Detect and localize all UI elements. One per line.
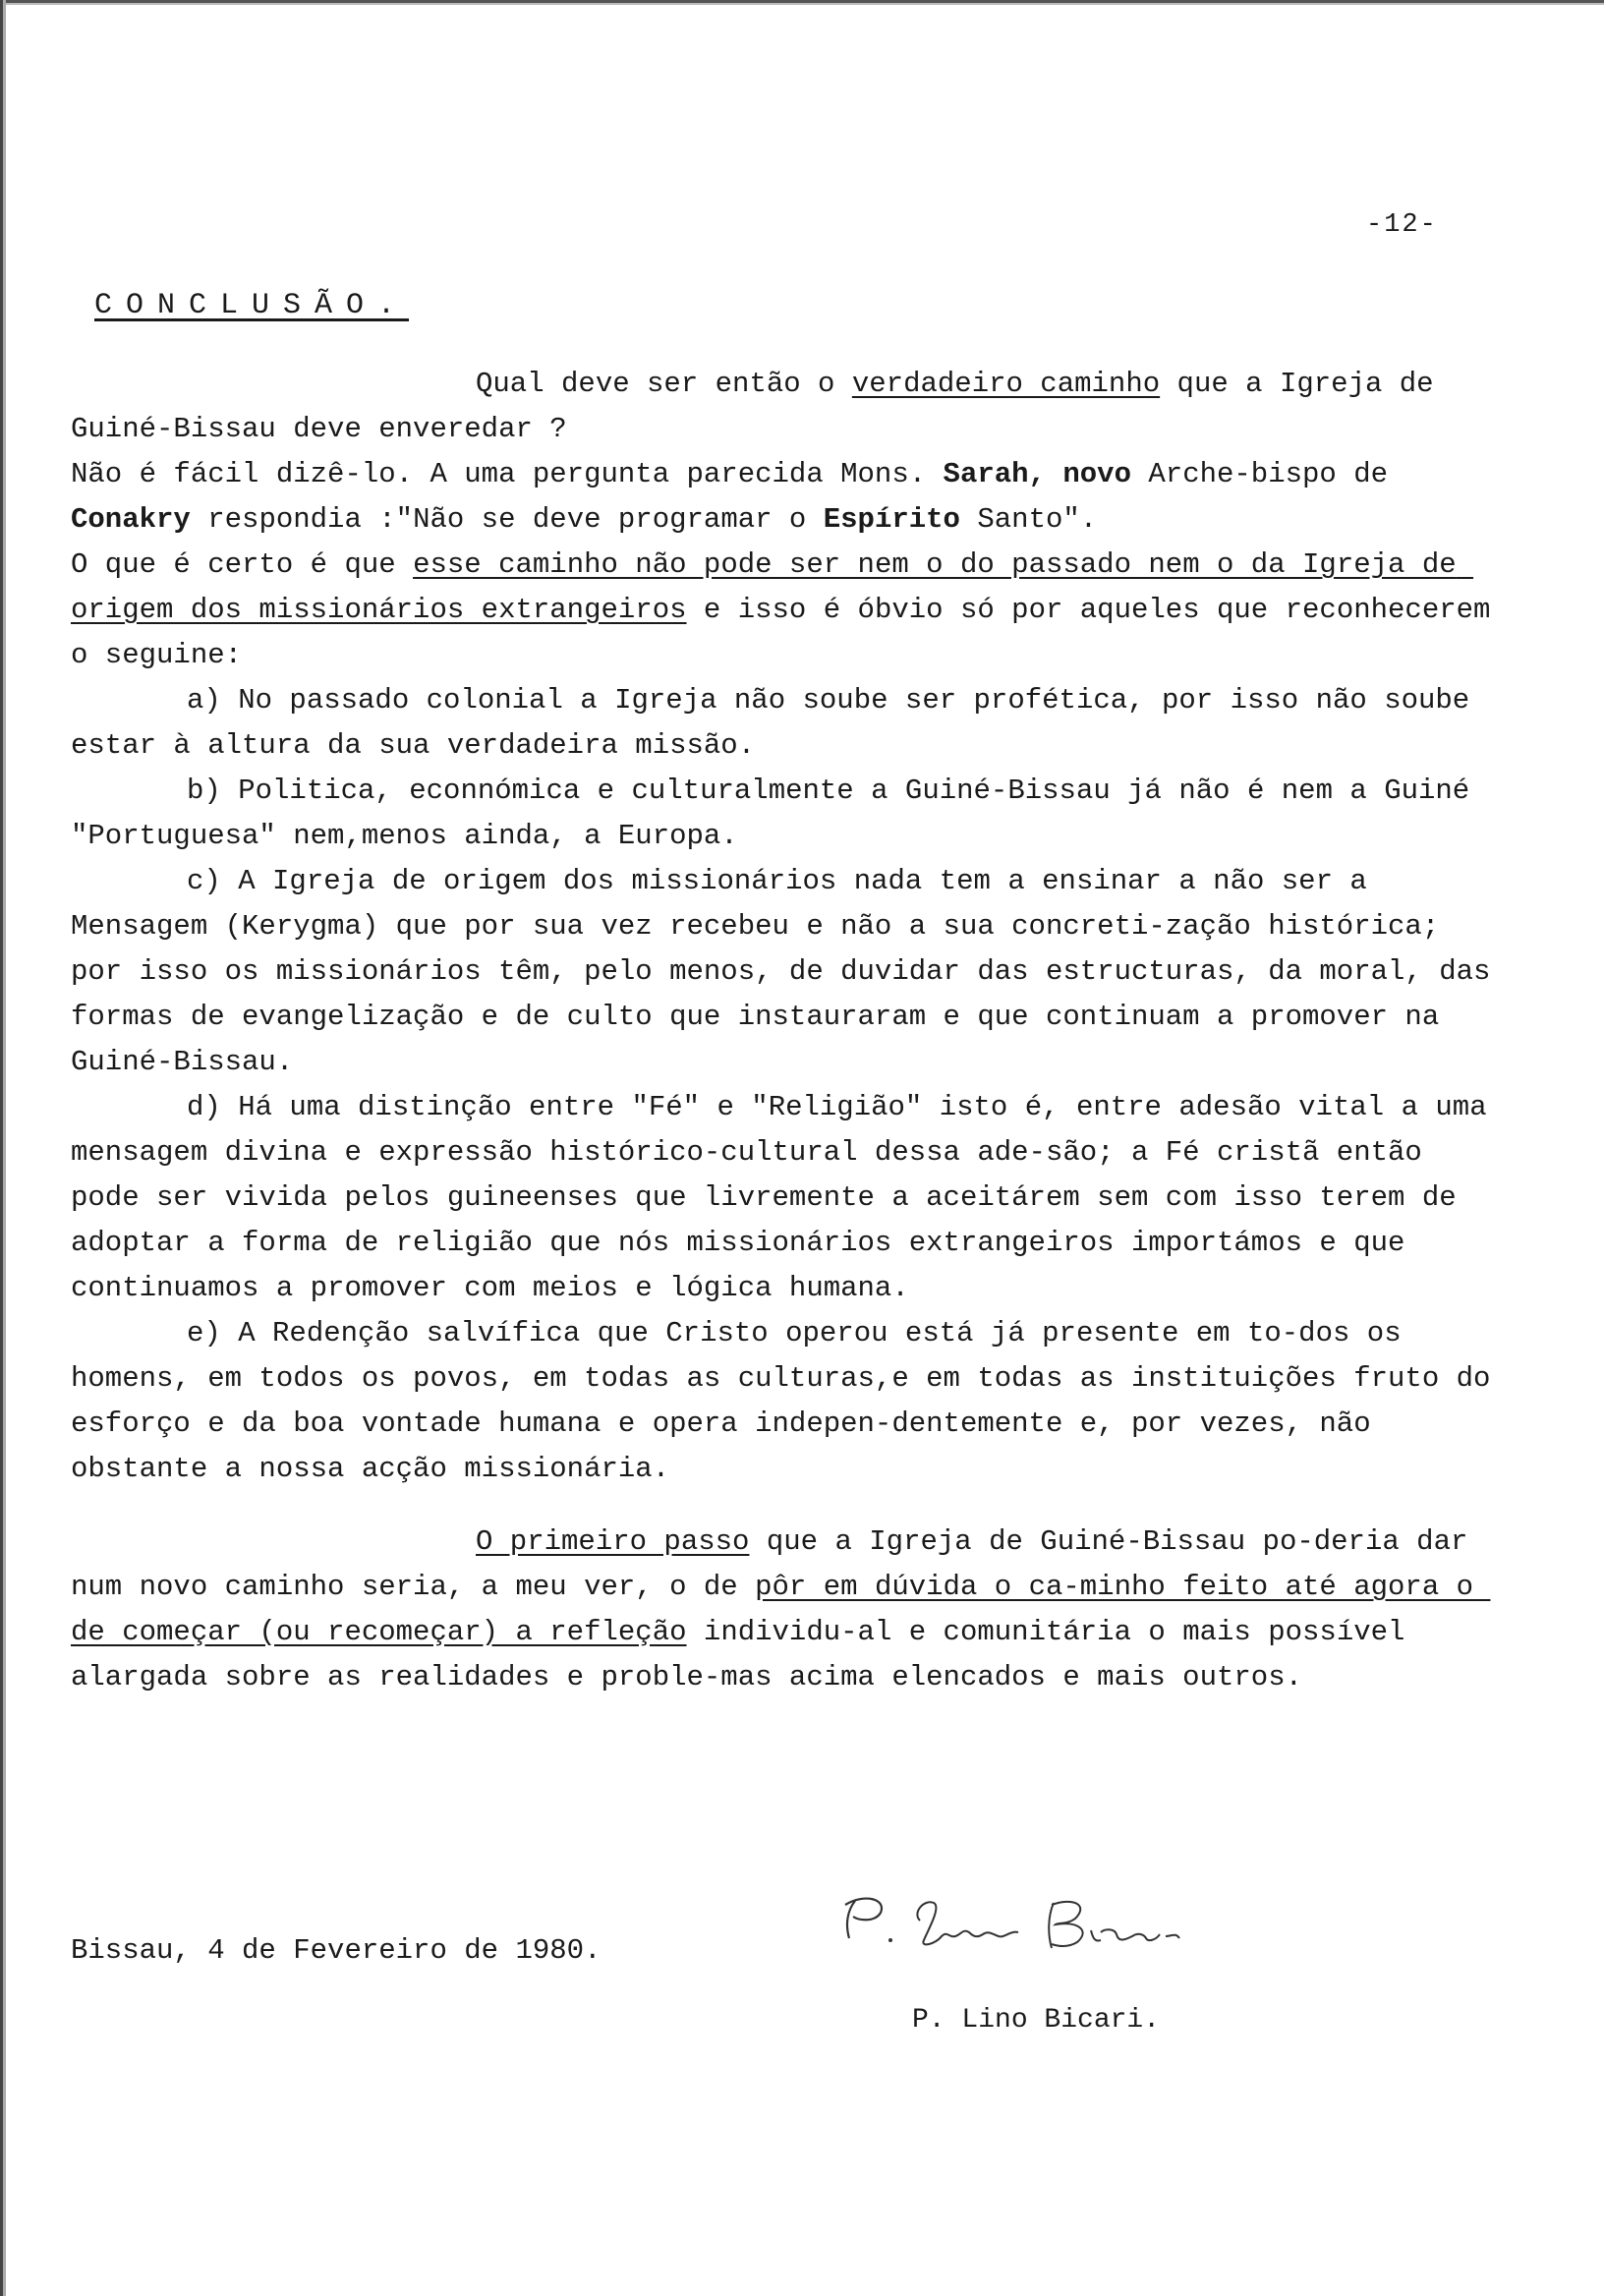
- handwritten-signature: [826, 1891, 1278, 1962]
- heading-text: CONCLUSÃO: [94, 289, 378, 322]
- scan-edge-top: [0, 0, 1604, 10]
- intro-paragraph: [71, 362, 1506, 452]
- heading-period: .: [377, 289, 410, 322]
- p1-text-6: e isso é óbvio só por aqueles que reconhecerem o seguine:: [71, 594, 1508, 671]
- date-line: Bissau, 4 de Fevereiro de 1980.: [71, 1934, 602, 1967]
- page-number: -12-: [1366, 210, 1438, 240]
- final-underlined-1: O primeiro passo: [476, 1525, 750, 1558]
- intro-underlined: verdadeiro caminho: [851, 368, 1161, 400]
- list-item-c: c) A Igreja de origem dos missionários nada tem a ensinar a não ser a Mensagem (Kerygma) que por sua vez recebeu e não a sua concreti-zação histórica; por isso os missionários têm, pelo menos, de duvidar das estructuras, da moral, das formas de evangelização e de culto que instauraram e que continuam a promover na Guiné-Bissau.: [71, 865, 1508, 1078]
- intro-text-1: Qual deve ser então o: [476, 368, 852, 400]
- list-item-a: a) No passado colonial a Igreja não soube ser profética, por isso não soube estar à altura da sua verdadeira missão.: [71, 684, 1487, 762]
- list-item-d: d) Há uma distinção entre "Fé" e "Religião" isto é, entre adesão vital a uma mensagem divina e expressão histórico-cultural dessa ade-são; a Fé cristã então pode ser vivida pelos guineenses que livremente a aceitárem sem com isso terem de adoptar a forma de religião que nós missionários extrangeiros importámos e que continuamos a promover com meios e lógica humana.: [71, 1091, 1505, 1304]
- p1-text-3: respondia :"Não se deve programar o: [190, 503, 824, 536]
- intro-text-2: que a Igreja de Guiné-Bissau deve enveredar ?: [71, 368, 1451, 445]
- signature-name: P. Lino Bicari.: [912, 2005, 1161, 2036]
- p1-text-4: Santo".: [959, 503, 1098, 536]
- body-text: [71, 362, 1506, 1700]
- p1-text-2: Arche-bispo de: [1130, 458, 1405, 490]
- paragraph-gap: [71, 1492, 1506, 1520]
- final-text-2: individu-al e comunitária o mais possível alargada sobre as realidades e proble-mas acima elencados e mais outros.: [71, 1616, 1422, 1693]
- final-text-1: que a Igreja de Guiné-Bissau po-deria dar num novo caminho seria, a meu ver, o de: [71, 1525, 1485, 1603]
- paragraph-1: [71, 452, 1506, 678]
- p1-sarah: Sarah, novo: [943, 458, 1131, 490]
- p1-text-5: O que é certo é que: [71, 548, 414, 581]
- section-heading: [94, 289, 409, 322]
- list-item-e: e) A Redenção salvífica que Cristo operou está já presente em to-dos os homens, em todos os povos, em todas as culturas,e em todas as instituições fruto do esforço e da boa vontade humana e opera indepen-dentemente e, por vezes, não obstante a nossa acção missionária.: [71, 1317, 1508, 1485]
- final-paragraph: [71, 1520, 1506, 1700]
- p1-text-1: Não é fácil dizê-lo. A uma pergunta parecida Mons.: [71, 458, 944, 490]
- p1-conakry: Conakry: [71, 503, 191, 536]
- list-item-b: b) Politica, econnómica e culturalmente a Guiné-Bissau já não é nem a Guiné "Portuguesa" nem,menos ainda, a Europa.: [71, 775, 1487, 852]
- final-underlined-2: pôr em dúvida o ca-minho feito até agora o de começar (ou recomeçar) a refleção: [71, 1571, 1491, 1648]
- p1-espirito: Espírito: [823, 503, 960, 536]
- p1-underlined: esse caminho não pode ser nem o do passado nem o da Igreja de origem dos missionários extrangeiros: [71, 548, 1474, 626]
- scan-edge-left: [0, 0, 10, 2296]
